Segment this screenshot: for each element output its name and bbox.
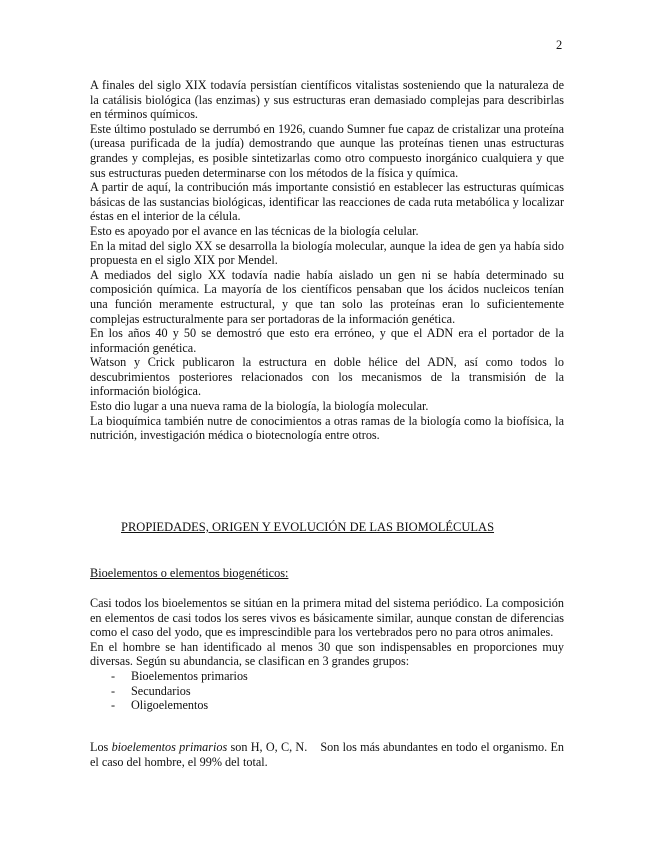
page-number: 2	[556, 38, 563, 52]
paragraph: En el hombre se han identificado al menos 30 que son indispensables en proporciones muy diversas. Según su abundancia, se clasifican en 3 grandes grupos:	[90, 639, 564, 669]
paragraph	[90, 740, 568, 769]
paragraph: Esto es apoyado por el avance en las técnicas de la biología celular.	[90, 223, 419, 238]
subheading: Bioelementos o elementos biogenéticos:	[90, 566, 289, 580]
section-title: PROPIEDADES, ORIGEN Y EVOLUCIÓN DE LAS BIOMOLÉCULAS	[121, 520, 495, 534]
paragraph: A partir de aquí, la contribución más importante consistió en establecer las estructuras químicas básicas de las sustancias biológicas, identificar las reacciones de cada ruta metabólica y localizar éstas en el interior de la célula.	[90, 180, 564, 224]
list-item: - Bioelementos primarios	[111, 669, 564, 684]
list-item: - Secundarios	[111, 684, 564, 699]
paragraph: En la mitad del siglo XX se desarrolla la biología molecular, aunque la idea de gen ya había sido propuesta en el siglo XIX por Mendel.	[90, 238, 564, 268]
bioelements-text-block	[90, 596, 564, 713]
paragraph: La bioquímica también nutre de conocimientos a otras ramas de la biología como la biofísica, la nutrición, investigación médica o biotecnología entre otros.	[90, 413, 564, 443]
paragraph: En los años 40 y 50 se demostró que esto era erróneo, y que el ADN era el portador de la información genética.	[90, 326, 564, 355]
intro-text-block	[90, 78, 564, 443]
rest-text: son H, O, C, N. Son los más abundantes en todo el organismo. En el caso del hombre, el 99% del total.	[90, 740, 568, 769]
lead-text: Los	[90, 740, 112, 754]
groups-list	[90, 669, 564, 713]
list-item: - Oligoelementos	[111, 698, 564, 713]
paragraph: A finales del siglo XIX todavía persistían científicos vitalistas sosteniendo que la naturaleza de la catálisis biológica (las enzimas) y sus estructuras eran demasiado complejas para describirlas en términos químicos.	[90, 78, 564, 122]
paragraph: Watson y Crick publicaron la estructura en doble hélice del ADN, así como todos lo descubrimientos posteriores relacionados con los mecanismos de la transmisión de la información biológica.	[90, 355, 564, 399]
paragraph: Este último postulado se derrumbó en 1926, cuando Sumner fue capaz de cristalizar una proteína (ureasa purificada de la judía) demostrando que aunque las proteínas tienen unas estructuras grandes y complejas, es posible sintetizarlas como otro compuesto inorgánico cualquiera y que sus estructuras pueden determinarse con los métodos de la física y química.	[90, 121, 564, 180]
italic-term: bioelementos primarios	[111, 740, 228, 754]
primary-bioelements-block	[90, 740, 568, 769]
paragraph: Casi todos los bioelementos se sitúan en la primera mitad del sistema periódico. La composición en elementos de casi todos los seres vivos es básicamente similar, aunque constan de diferencias como el caso del yodo, que es imprescindible para los vertebrados pero no para otros animales.	[90, 596, 564, 640]
paragraph: Esto dio lugar a una nueva rama de la biología, la biología molecular.	[90, 399, 429, 414]
paragraph: A mediados del siglo XX todavía nadie había aislado un gen ni se había determinado su composición química. La mayoría de los científicos pensaban que los ácidos nucleicos tenían una función meramente estructural, y que tan solo las proteínas eran lo suficientemente complejas estructuralmente para ser portadoras de la información genética.	[90, 267, 564, 326]
